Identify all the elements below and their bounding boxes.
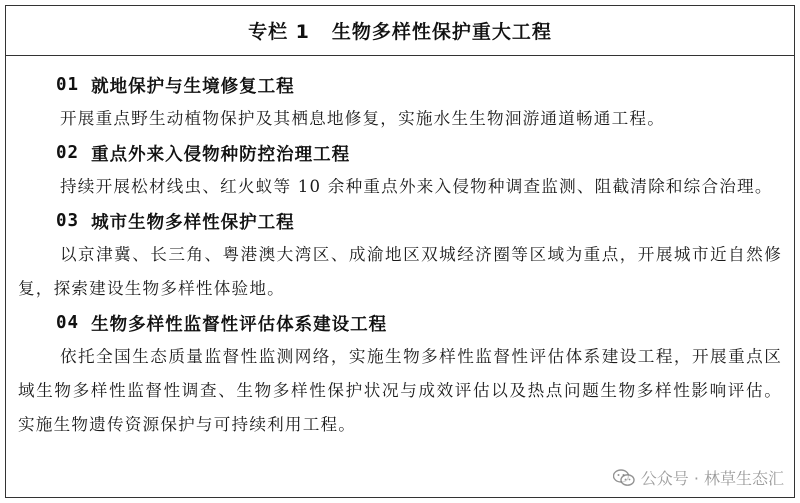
section-04: [18, 306, 782, 442]
panel-title: 生物多样性保护重大工程: [331, 21, 552, 43]
section-title: 城市生物多样性保护工程: [91, 212, 295, 233]
wechat-icon: [613, 469, 635, 487]
section-heading: [18, 306, 782, 340]
panel-body: [6, 56, 794, 442]
section-number: 03: [56, 211, 80, 231]
section-number: 01: [56, 75, 80, 95]
section-text: 依托全国生态质量监督性监测网络，实施生物多样性监督性评估体系建设工程，开展重点区域生物多样性监督性调查、生物多样性保护状况与成效评估以及热点问题生物多样性影响评估。实施生物遗传资源保护与可持续利用工程。: [18, 347, 782, 434]
section-text: 以京津冀、长三角、粤港澳大湾区、成渝地区双城经济圈等区域为重点，开展城市近自然修复，探索建设生物多样性体验地。: [18, 245, 782, 298]
section-02: [18, 136, 782, 204]
section-03: [18, 204, 782, 306]
watermark: [609, 464, 788, 491]
section-title: 重点外来入侵物种防控治理工程: [91, 144, 351, 165]
section-number: 02: [56, 143, 80, 163]
column-label: 专栏 1: [248, 21, 310, 43]
watermark-text: 公众号 · 林草生态汇: [640, 469, 784, 488]
section-number: 04: [56, 313, 80, 333]
panel-header: [6, 6, 794, 56]
section-heading: [18, 136, 782, 170]
section-text: 开展重点野生动植物保护及其栖息地修复，实施水生生物洄游通道畅通工程。: [60, 109, 665, 128]
section-title: 生物多样性监督性评估体系建设工程: [91, 314, 388, 335]
section-heading: [18, 68, 782, 102]
section-heading: [18, 204, 782, 238]
section-text: 持续开展松材线虫、红火蚁等 10 余种重点外来入侵物种调查监测、阻截清除和综合治理。: [60, 177, 773, 196]
section-title: 就地保护与生境修复工程: [91, 76, 295, 97]
column-panel: [5, 5, 795, 498]
section-01: [18, 68, 782, 136]
